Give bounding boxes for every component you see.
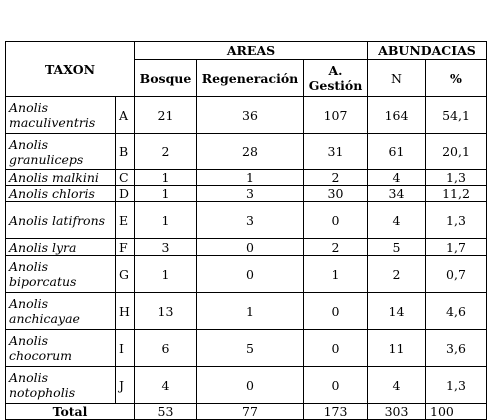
taxon-cell: Anolis chloris [6,186,116,202]
taxon-cell: Anolis granuliceps [6,134,116,170]
taxon-cell: Anolis lyra [6,239,116,256]
header-gestion: A. Gestión [304,60,368,97]
regeneracion-cell: 1 [197,293,304,330]
regeneracion-cell: 36 [197,97,304,134]
code-cell: A [116,97,135,134]
regeneracion-cell: 0 [197,256,304,293]
bosque-cell: 1 [135,202,197,239]
header-taxon: TAXON [6,42,135,97]
taxon-cell: Anolis malkini [6,170,116,186]
bosque-cell: 2 [135,134,197,170]
n-cell: 4 [368,367,426,404]
header-pct: % [426,60,487,97]
table-row [6,367,487,404]
gestion-cell: 2 [304,239,368,256]
pct-cell: 20,1 [426,134,487,170]
total-row [6,404,487,420]
gestion-cell: 0 [304,330,368,367]
bosque-cell: 1 [135,186,197,202]
n-cell: 34 [368,186,426,202]
bosque-cell: 13 [135,293,197,330]
table-row [6,330,487,367]
table-row [6,293,487,330]
pct-cell: 4,6 [426,293,487,330]
table-row [6,202,487,239]
bosque-cell: 3 [135,239,197,256]
regeneracion-cell: 3 [197,186,304,202]
total-label: Total [6,404,135,420]
code-cell: G [116,256,135,293]
taxon-cell: Anolis anchicayae [6,293,116,330]
code-cell: D [116,186,135,202]
gestion-cell: 31 [304,134,368,170]
n-cell: 164 [368,97,426,134]
taxon-cell: Anolis biporcatus [6,256,116,293]
pct-cell: 11,2 [426,186,487,202]
taxon-cell: Anolis latifrons [6,202,116,239]
code-cell: F [116,239,135,256]
table-row [6,170,487,186]
bosque-cell: 6 [135,330,197,367]
header-n: N [368,60,426,97]
pct-cell: 3,6 [426,330,487,367]
code-cell: J [116,367,135,404]
gestion-cell: 2 [304,170,368,186]
code-cell: I [116,330,135,367]
n-cell: 14 [368,293,426,330]
code-cell: E [116,202,135,239]
taxon-cell: Anolis notopholis [6,367,116,404]
gestion-cell: 0 [304,293,368,330]
pct-cell: 1,7 [426,239,487,256]
regeneracion-cell: 5 [197,330,304,367]
pct-cell: 1,3 [426,367,487,404]
abundance-table [5,41,487,420]
header-areas: AREAS [135,42,368,60]
table-row [6,134,487,170]
pct-cell: 54,1 [426,97,487,134]
header-abundancias: ABUNDACIAS [368,42,487,60]
pct-cell: 1,3 [426,202,487,239]
code-cell: B [116,134,135,170]
gestion-cell: 0 [304,367,368,404]
gestion-cell: 1 [304,256,368,293]
n-cell: 4 [368,170,426,186]
n-cell: 61 [368,134,426,170]
n-cell: 5 [368,239,426,256]
total-n: 303 [368,404,426,420]
table-row [6,256,487,293]
code-cell: H [116,293,135,330]
pct-cell: 1,3 [426,170,487,186]
n-cell: 11 [368,330,426,367]
taxon-cell: Anolis maculiventris [6,97,116,134]
bosque-cell: 21 [135,97,197,134]
gestion-cell: 107 [304,97,368,134]
header-bosque: Bosque [135,60,197,97]
total-pct: 100 [426,404,487,420]
regeneracion-cell: 0 [197,239,304,256]
n-cell: 2 [368,256,426,293]
bosque-cell: 4 [135,367,197,404]
table-row [6,186,487,202]
regeneracion-cell: 0 [197,367,304,404]
gestion-cell: 0 [304,202,368,239]
bosque-cell: 1 [135,170,197,186]
n-cell: 4 [368,202,426,239]
table-row [6,239,487,256]
bosque-cell: 1 [135,256,197,293]
header-regeneracion: Regeneración [197,60,304,97]
table-row [6,97,487,134]
code-cell: C [116,170,135,186]
total-bosque: 53 [135,404,197,420]
regeneracion-cell: 3 [197,202,304,239]
total-gestion: 173 [304,404,368,420]
regeneracion-cell: 28 [197,134,304,170]
taxon-cell: Anolis chocorum [6,330,116,367]
total-regeneracion: 77 [197,404,304,420]
gestion-cell: 30 [304,186,368,202]
regeneracion-cell: 1 [197,170,304,186]
pct-cell: 0,7 [426,256,487,293]
